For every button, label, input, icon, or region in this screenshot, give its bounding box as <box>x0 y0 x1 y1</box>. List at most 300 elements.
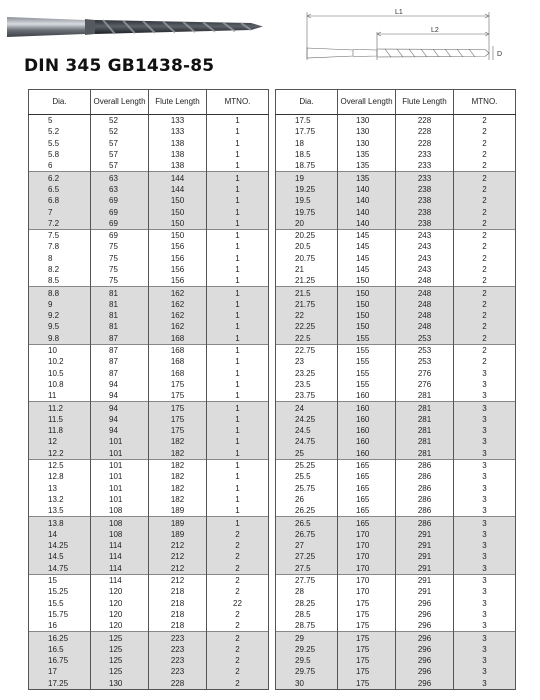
cell-mtno: 2 <box>207 666 269 677</box>
cell-dia: 29.5 <box>276 655 338 666</box>
cell-dia: 24.5 <box>276 425 338 436</box>
cell-overall-length: 81 <box>91 287 149 299</box>
table-row <box>29 655 269 666</box>
cell-overall-length: 120 <box>91 620 149 632</box>
cell-dia: 8.2 <box>29 264 91 275</box>
table-row <box>276 483 516 494</box>
cell-dia: 17.25 <box>29 678 91 690</box>
cell-flute-length: 223 <box>149 644 207 655</box>
table-header <box>276 90 516 115</box>
cell-overall-length: 160 <box>338 448 396 460</box>
cell-overall-length: 135 <box>338 172 396 184</box>
table-row <box>29 471 269 482</box>
cell-overall-length: 155 <box>338 333 396 345</box>
cell-mtno: 1 <box>207 379 269 390</box>
cell-dia: 14.25 <box>29 540 91 551</box>
cell-overall-length: 165 <box>338 471 396 482</box>
cell-mtno: 2 <box>454 275 516 287</box>
cell-overall-length: 57 <box>91 149 149 160</box>
cell-mtno: 2 <box>207 632 269 644</box>
cell-flute-length: 223 <box>149 666 207 677</box>
header-flute-length: Flute Length <box>396 90 454 115</box>
cell-dia: 22.75 <box>276 344 338 356</box>
cell-mtno: 3 <box>454 471 516 482</box>
cell-flute-length: 156 <box>149 264 207 275</box>
cell-overall-length: 57 <box>91 160 149 172</box>
cell-overall-length: 125 <box>91 632 149 644</box>
cell-mtno: 2 <box>207 529 269 540</box>
cell-dia: 13 <box>29 483 91 494</box>
cell-mtno: 3 <box>454 368 516 379</box>
table-row <box>276 459 516 471</box>
cell-flute-length: 276 <box>396 368 454 379</box>
cell-dia: 8.8 <box>29 287 91 299</box>
cell-dia: 26 <box>276 494 338 505</box>
cell-overall-length: 125 <box>91 655 149 666</box>
header-overall-length: Overall Length <box>91 90 149 115</box>
cell-mtno: 3 <box>454 494 516 505</box>
cell-mtno: 1 <box>207 184 269 195</box>
cell-mtno: 3 <box>454 379 516 390</box>
table-row <box>276 149 516 160</box>
cell-dia: 23.25 <box>276 368 338 379</box>
cell-mtno: 2 <box>454 310 516 321</box>
cell-mtno: 2 <box>454 229 516 241</box>
cell-flute-length: 138 <box>149 138 207 149</box>
cell-mtno: 2 <box>454 149 516 160</box>
cell-overall-length: 150 <box>338 275 396 287</box>
cell-dia: 29 <box>276 632 338 644</box>
table-row <box>276 632 516 644</box>
cell-mtno: 2 <box>454 184 516 195</box>
cell-overall-length: 81 <box>91 299 149 310</box>
cell-overall-length: 75 <box>91 241 149 252</box>
table-row <box>276 264 516 275</box>
dimension-label-l1: L1 <box>395 9 403 16</box>
table-row <box>29 229 269 241</box>
cell-dia: 7 <box>29 206 91 217</box>
cell-flute-length: 223 <box>149 632 207 644</box>
table-row <box>276 505 516 517</box>
cell-flute-length: 168 <box>149 333 207 345</box>
cell-mtno: 3 <box>454 436 516 447</box>
cell-dia: 24 <box>276 402 338 414</box>
cell-overall-length: 140 <box>338 195 396 206</box>
table-row <box>276 471 516 482</box>
cell-dia: 10.8 <box>29 379 91 390</box>
cell-mtno: 1 <box>207 253 269 264</box>
cell-mtno: 1 <box>207 321 269 332</box>
cell-flute-length: 248 <box>396 299 454 310</box>
cell-mtno: 1 <box>207 436 269 447</box>
cell-overall-length: 94 <box>91 425 149 436</box>
cell-overall-length: 94 <box>91 414 149 425</box>
cell-dia: 13.2 <box>29 494 91 505</box>
cell-dia: 21.5 <box>276 287 338 299</box>
cell-mtno: 1 <box>207 287 269 299</box>
cell-overall-length: 101 <box>91 494 149 505</box>
cell-dia: 25.75 <box>276 483 338 494</box>
table-row <box>276 551 516 562</box>
cell-dia: 12.2 <box>29 448 91 460</box>
table-row <box>29 436 269 447</box>
drill-bit-photo <box>3 6 267 46</box>
table-row <box>29 287 269 299</box>
cell-flute-length: 291 <box>396 529 454 540</box>
table-row <box>29 402 269 414</box>
cell-mtno: 1 <box>207 368 269 379</box>
cell-flute-length: 286 <box>396 483 454 494</box>
cell-mtno: 1 <box>207 459 269 471</box>
table-row <box>29 666 269 677</box>
cell-overall-length: 101 <box>91 436 149 447</box>
table-row <box>276 517 516 529</box>
cell-dia: 24.75 <box>276 436 338 447</box>
cell-flute-length: 296 <box>396 609 454 620</box>
cell-overall-length: 130 <box>91 678 149 690</box>
cell-flute-length: 296 <box>396 620 454 632</box>
cell-flute-length: 281 <box>396 402 454 414</box>
cell-overall-length: 135 <box>338 160 396 172</box>
cell-overall-length: 87 <box>91 368 149 379</box>
table-row <box>276 218 516 230</box>
table-row <box>276 390 516 402</box>
cell-flute-length: 248 <box>396 287 454 299</box>
table-row <box>29 115 269 127</box>
table-row <box>276 160 516 172</box>
cell-flute-length: 212 <box>149 551 207 562</box>
cell-overall-length: 165 <box>338 459 396 471</box>
table-row <box>276 321 516 332</box>
cell-mtno: 2 <box>454 126 516 137</box>
cell-dia: 11 <box>29 390 91 402</box>
cell-mtno: 1 <box>207 172 269 184</box>
table-row <box>29 160 269 172</box>
cell-mtno: 2 <box>207 644 269 655</box>
cell-overall-length: 87 <box>91 333 149 345</box>
page-title: DIN 345 GB1438-85 <box>24 56 215 76</box>
cell-dia: 14.75 <box>29 563 91 575</box>
cell-flute-length: 281 <box>396 414 454 425</box>
cell-dia: 24.25 <box>276 414 338 425</box>
cell-flute-length: 189 <box>149 517 207 529</box>
cell-overall-length: 101 <box>91 483 149 494</box>
cell-flute-length: 253 <box>396 344 454 356</box>
cell-flute-length: 150 <box>149 218 207 230</box>
header-overall-length: Overall Length <box>338 90 396 115</box>
cell-mtno: 1 <box>207 344 269 356</box>
cell-mtno: 3 <box>454 425 516 436</box>
cell-dia: 19.25 <box>276 184 338 195</box>
table-row <box>276 425 516 436</box>
table-row <box>276 299 516 310</box>
cell-flute-length: 248 <box>396 275 454 287</box>
cell-overall-length: 170 <box>338 540 396 551</box>
table-row <box>276 195 516 206</box>
cell-flute-length: 238 <box>396 195 454 206</box>
table-row <box>29 529 269 540</box>
cell-flute-length: 291 <box>396 563 454 575</box>
cell-mtno: 1 <box>207 517 269 529</box>
table-row <box>276 115 516 127</box>
cell-dia: 8.5 <box>29 275 91 287</box>
cell-mtno: 1 <box>207 149 269 160</box>
cell-overall-length: 160 <box>338 436 396 447</box>
table-row <box>29 483 269 494</box>
cell-dia: 9.2 <box>29 310 91 321</box>
table-row <box>276 356 516 367</box>
cell-dia: 27.25 <box>276 551 338 562</box>
cell-mtno: 1 <box>207 356 269 367</box>
cell-mtno: 2 <box>207 655 269 666</box>
cell-mtno: 3 <box>454 551 516 562</box>
cell-flute-length: 238 <box>396 184 454 195</box>
table-row <box>29 356 269 367</box>
cell-flute-length: 291 <box>396 540 454 551</box>
cell-mtno: 1 <box>207 471 269 482</box>
cell-flute-length: 168 <box>149 368 207 379</box>
cell-overall-length: 101 <box>91 459 149 471</box>
cell-flute-length: 150 <box>149 229 207 241</box>
table-row <box>276 275 516 287</box>
cell-mtno: 3 <box>454 529 516 540</box>
cell-flute-length: 238 <box>396 218 454 230</box>
cell-flute-length: 175 <box>149 425 207 436</box>
table-row <box>276 494 516 505</box>
cell-overall-length: 175 <box>338 666 396 677</box>
cell-flute-length: 189 <box>149 505 207 517</box>
cell-flute-length: 182 <box>149 471 207 482</box>
table-row <box>29 368 269 379</box>
cell-overall-length: 160 <box>338 425 396 436</box>
cell-mtno: 2 <box>454 344 516 356</box>
cell-dia: 8 <box>29 253 91 264</box>
cell-flute-length: 156 <box>149 253 207 264</box>
cell-flute-length: 212 <box>149 540 207 551</box>
cell-dia: 10.2 <box>29 356 91 367</box>
cell-dia: 27.5 <box>276 563 338 575</box>
cell-mtno: 1 <box>207 505 269 517</box>
table-row <box>276 402 516 414</box>
cell-flute-length: 150 <box>149 195 207 206</box>
cell-overall-length: 145 <box>338 253 396 264</box>
table-row <box>29 184 269 195</box>
table-row <box>29 644 269 655</box>
table-row <box>276 126 516 137</box>
table-row <box>276 644 516 655</box>
table-row <box>29 448 269 460</box>
cell-flute-length: 150 <box>149 206 207 217</box>
cell-mtno: 2 <box>207 574 269 586</box>
cell-overall-length: 108 <box>91 505 149 517</box>
cell-overall-length: 120 <box>91 597 149 608</box>
cell-dia: 28.25 <box>276 597 338 608</box>
cell-overall-length: 155 <box>338 368 396 379</box>
cell-dia: 5.2 <box>29 126 91 137</box>
cell-flute-length: 218 <box>149 609 207 620</box>
table-row <box>276 344 516 356</box>
cell-mtno: 1 <box>207 425 269 436</box>
cell-flute-length: 243 <box>396 241 454 252</box>
cell-mtno: 2 <box>207 551 269 562</box>
cell-mtno: 2 <box>207 586 269 597</box>
cell-mtno: 2 <box>454 321 516 332</box>
cell-flute-length: 212 <box>149 574 207 586</box>
table-row <box>29 563 269 575</box>
cell-mtno: 2 <box>207 678 269 690</box>
cell-dia: 17 <box>29 666 91 677</box>
cell-mtno: 3 <box>454 655 516 666</box>
table-row <box>29 275 269 287</box>
cell-dia: 25.25 <box>276 459 338 471</box>
cell-overall-length: 155 <box>338 356 396 367</box>
cell-overall-length: 175 <box>338 644 396 655</box>
cell-dia: 9.5 <box>29 321 91 332</box>
cell-dia: 6.8 <box>29 195 91 206</box>
table-row <box>276 529 516 540</box>
cell-overall-length: 175 <box>338 609 396 620</box>
cell-flute-length: 296 <box>396 644 454 655</box>
cell-dia: 25 <box>276 448 338 460</box>
cell-dia: 7.5 <box>29 229 91 241</box>
cell-flute-length: 291 <box>396 586 454 597</box>
cell-mtno: 3 <box>454 666 516 677</box>
table-row <box>29 333 269 345</box>
cell-dia: 6.5 <box>29 184 91 195</box>
cell-dia: 14 <box>29 529 91 540</box>
cell-dia: 16 <box>29 620 91 632</box>
cell-overall-length: 130 <box>338 138 396 149</box>
table-row <box>29 574 269 586</box>
cell-overall-length: 57 <box>91 138 149 149</box>
cell-dia: 5.8 <box>29 149 91 160</box>
table-row <box>276 597 516 608</box>
cell-flute-length: 182 <box>149 459 207 471</box>
cell-overall-length: 52 <box>91 115 149 127</box>
cell-overall-length: 94 <box>91 402 149 414</box>
cell-flute-length: 162 <box>149 299 207 310</box>
cell-mtno: 3 <box>454 540 516 551</box>
cell-dia: 15.25 <box>29 586 91 597</box>
cell-dia: 22.5 <box>276 333 338 345</box>
table-row <box>276 678 516 690</box>
cell-overall-length: 160 <box>338 390 396 402</box>
spec-table-left <box>28 89 269 690</box>
table-row <box>29 586 269 597</box>
cell-mtno: 2 <box>454 333 516 345</box>
cell-flute-length: 253 <box>396 333 454 345</box>
cell-flute-length: 281 <box>396 448 454 460</box>
cell-dia: 26.75 <box>276 529 338 540</box>
cell-flute-length: 228 <box>396 138 454 149</box>
cell-mtno: 2 <box>454 206 516 217</box>
cell-dia: 27 <box>276 540 338 551</box>
cell-overall-length: 175 <box>338 632 396 644</box>
cell-flute-length: 243 <box>396 264 454 275</box>
cell-flute-length: 175 <box>149 402 207 414</box>
table-row <box>276 333 516 345</box>
cell-dia: 19.75 <box>276 206 338 217</box>
cell-dia: 20 <box>276 218 338 230</box>
cell-mtno: 3 <box>454 459 516 471</box>
cell-mtno: 1 <box>207 448 269 460</box>
cell-dia: 12 <box>29 436 91 447</box>
cell-overall-length: 94 <box>91 379 149 390</box>
cell-dia: 27.75 <box>276 574 338 586</box>
cell-dia: 26.25 <box>276 505 338 517</box>
cell-overall-length: 150 <box>338 321 396 332</box>
cell-mtno: 1 <box>207 310 269 321</box>
cell-flute-length: 218 <box>149 586 207 597</box>
cell-dia: 19.5 <box>276 195 338 206</box>
cell-mtno: 2 <box>207 563 269 575</box>
cell-overall-length: 75 <box>91 253 149 264</box>
cell-dia: 17.5 <box>276 115 338 127</box>
cell-overall-length: 114 <box>91 563 149 575</box>
cell-flute-length: 228 <box>396 126 454 137</box>
table-row <box>29 206 269 217</box>
cell-overall-length: 165 <box>338 483 396 494</box>
cell-overall-length: 63 <box>91 172 149 184</box>
cell-overall-length: 130 <box>338 126 396 137</box>
cell-overall-length: 155 <box>338 379 396 390</box>
cell-overall-length: 69 <box>91 218 149 230</box>
table-row <box>29 195 269 206</box>
cell-dia: 30 <box>276 678 338 690</box>
table-row <box>29 414 269 425</box>
cell-mtno: 2 <box>454 287 516 299</box>
cell-mtno: 1 <box>207 483 269 494</box>
cell-overall-length: 175 <box>338 597 396 608</box>
cell-mtno: 3 <box>454 632 516 644</box>
cell-dia: 18 <box>276 138 338 149</box>
cell-mtno: 1 <box>207 494 269 505</box>
cell-mtno: 1 <box>207 390 269 402</box>
cell-mtno: 1 <box>207 115 269 127</box>
table-row <box>276 287 516 299</box>
cell-flute-length: 218 <box>149 597 207 608</box>
cell-dia: 15.5 <box>29 597 91 608</box>
cell-flute-length: 175 <box>149 414 207 425</box>
cell-flute-length: 175 <box>149 379 207 390</box>
cell-overall-length: 125 <box>91 644 149 655</box>
cell-overall-length: 108 <box>91 517 149 529</box>
cell-flute-length: 238 <box>396 206 454 217</box>
cell-dia: 5 <box>29 115 91 127</box>
cell-overall-length: 165 <box>338 494 396 505</box>
cell-flute-length: 162 <box>149 310 207 321</box>
cell-mtno: 1 <box>207 414 269 425</box>
table-row <box>29 126 269 137</box>
cell-overall-length: 120 <box>91 586 149 597</box>
cell-overall-length: 145 <box>338 241 396 252</box>
cell-dia: 7.8 <box>29 241 91 252</box>
cell-dia: 11.8 <box>29 425 91 436</box>
table-row <box>29 678 269 690</box>
table-row <box>276 368 516 379</box>
table-row <box>276 609 516 620</box>
cell-flute-length: 138 <box>149 149 207 160</box>
table-row <box>276 241 516 252</box>
cell-flute-length: 182 <box>149 483 207 494</box>
cell-mtno: 2 <box>454 138 516 149</box>
cell-flute-length: 286 <box>396 471 454 482</box>
cell-overall-length: 87 <box>91 344 149 356</box>
cell-flute-length: 144 <box>149 172 207 184</box>
cell-flute-length: 296 <box>396 678 454 690</box>
cell-flute-length: 281 <box>396 425 454 436</box>
cell-flute-length: 133 <box>149 126 207 137</box>
